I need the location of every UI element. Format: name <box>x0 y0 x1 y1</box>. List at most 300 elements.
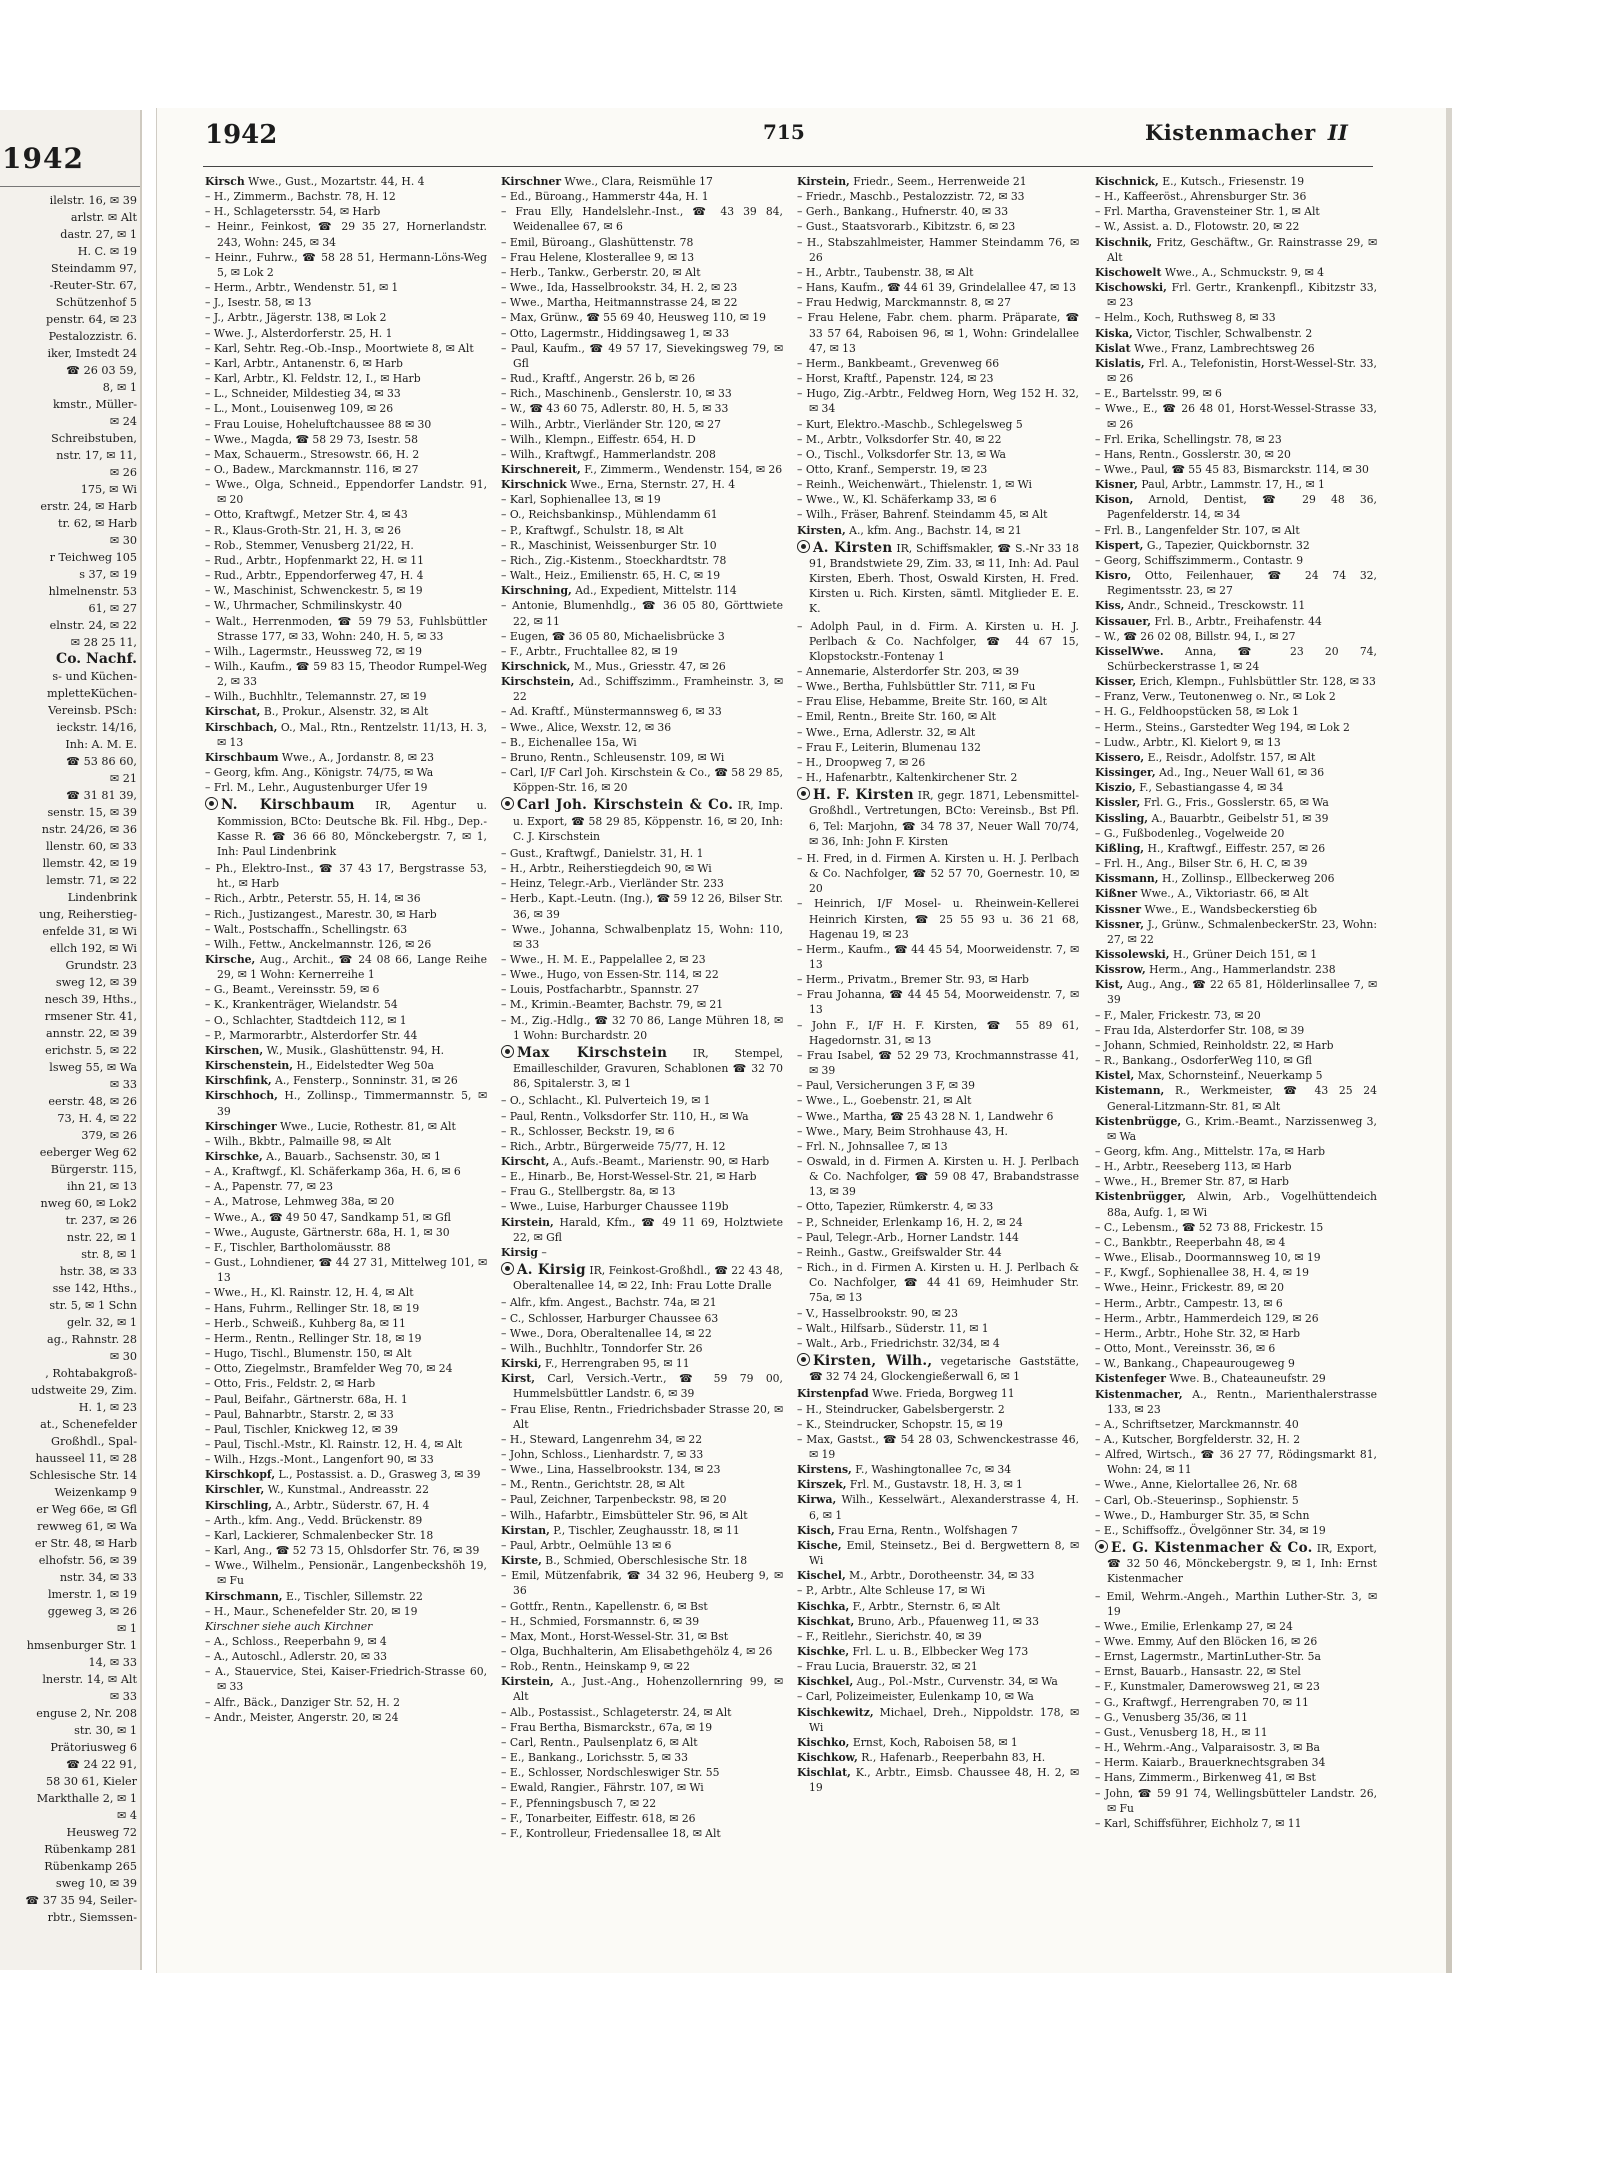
directory-entry <box>1095 1220 1377 1235</box>
directory-entry <box>205 1316 487 1331</box>
entry-details: – Wwe., Olga, Schneid., Eppendorfer Landstr. 91, ✉ 20 <box>205 478 487 507</box>
entry-details: – R., Klaus-Groth-Str. 21, H. 3, ✉ 26 <box>205 523 401 537</box>
left-page-line: udstweite 29, Zim. <box>31 1384 137 1397</box>
directory-entry <box>797 1432 1079 1462</box>
entry-details: – Wilh., Klempn., Eiffestr. 654, H. D <box>501 432 696 446</box>
directory-entry <box>1095 568 1377 598</box>
directory-advertisement <box>501 1045 783 1091</box>
directory-entry <box>797 492 1079 507</box>
entry-details: – Karl, Arbtr., Kl. Feldstr. 12, I., ✉ Harb <box>205 372 421 386</box>
directory-entry <box>205 447 487 462</box>
entry-details: Bruno, Arb., Pfauenweg 11, ✉ 33 <box>854 1614 1039 1628</box>
entry-details: – Paul, Bahnarbtr., Starstr. 2, ✉ 33 <box>205 1407 394 1421</box>
entry-surname: Kistenfeger <box>1095 1372 1166 1386</box>
directory-entry <box>501 295 783 310</box>
entry-details: Frl. A., Telefonistin, Horst-Wessel-Str. 33, ✉ 26 <box>1107 356 1377 386</box>
entry-details: – Wwe., Ida, Hasselbrookstr. 34, H. 2, ✉ 23 <box>501 281 738 295</box>
entry-details: – Hans, Kaufm., ☎ 44 61 39, Grindelallee 47, ✉ 13 <box>797 281 1077 295</box>
entry-surname: H. F. Kirsten <box>813 787 914 804</box>
left-page-line: Heusweg 72 <box>66 1826 137 1839</box>
left-page-line: elhofstr. 56, ✉ 39 <box>38 1554 137 1567</box>
entry-details: – F., Arbtr., Fruchtallee 82, ✉ 19 <box>501 644 678 658</box>
directory-entry <box>501 1523 783 1538</box>
directory-entry <box>501 1477 783 1492</box>
directory-entry <box>797 709 1079 724</box>
page-edge <box>1446 108 1452 1973</box>
directory-entry <box>501 204 783 234</box>
left-page-line: 175, ✉ Wi <box>80 483 137 496</box>
entry-surname: Kirstein, <box>501 1675 554 1689</box>
directory-entry <box>205 704 487 719</box>
entry-details: – Rud., Kraftf., Angerstr. 26 b, ✉ 26 <box>501 372 696 386</box>
left-page-line: gelr. 32, ✉ 1 <box>67 1316 137 1329</box>
entry-details: – Emil, Wehrm.-Angeh., Marthin Luther-Str. 3, ✉ 19 <box>1095 1589 1377 1618</box>
directory-entry <box>501 982 783 997</box>
entry-details: Wwe., Erna, Sternstr. 27, H. 4 <box>566 478 736 492</box>
entry-details: – R., Schlosser, Beckstr. 19, ✉ 6 <box>501 1124 675 1138</box>
directory-entry <box>797 523 1079 538</box>
directory-entry <box>1095 523 1377 538</box>
entry-surname: Carl Joh. Kirschstein & Co. <box>517 797 734 814</box>
entry-details: – Wwe., Johanna, Schwalbenplatz 15, Wohn: 110, ✉ 33 <box>501 922 783 951</box>
left-page-line: -Reuter-Str. 67, <box>49 279 137 292</box>
entry-details: – Paul, Tischl.-Mstr., Kl. Rainstr. 12, H. 4, ✉ Alt <box>205 1437 463 1451</box>
entry-details: – K., Steindrucker, Schopstr. 15, ✉ 19 <box>797 1417 1003 1431</box>
entry-details: – Alfr., Bäck., Danziger Str. 52, H. 2 <box>205 1695 401 1709</box>
directory-entry <box>501 876 783 891</box>
directory-entry <box>797 679 1079 694</box>
entry-surname: Kistenmacher, <box>1095 1387 1183 1401</box>
entry-details: – John, ☎ 59 91 74, Wellingsbütteler Landstr. 26, ✉ Fu <box>1095 1786 1377 1815</box>
directory-entry <box>1095 1695 1377 1710</box>
directory-entry <box>1095 235 1377 265</box>
entry-surname: Kischlat, <box>797 1766 851 1780</box>
left-page-line: senstr. 15, ✉ 39 <box>47 806 137 819</box>
left-page-line: H. C. ✉ 19 <box>77 245 137 258</box>
directory-entry <box>205 1664 487 1694</box>
directory-entry <box>1095 765 1377 780</box>
directory-entry <box>205 1695 487 1710</box>
entry-details: – Frl. H., Ang., Bilser Str. 6, H. C, ✉ 39 <box>1095 857 1308 871</box>
directory-entry <box>501 704 783 719</box>
entry-details: – Gust., Staatsvorarb., Kibitzstr. 6, ✉ 23 <box>797 220 1016 234</box>
directory-entry <box>501 1371 783 1401</box>
entry-surname: Kisch, <box>797 1523 835 1537</box>
directory-entry <box>797 371 1079 386</box>
directory-entry <box>501 280 783 295</box>
entry-details: – G., Venusberg 35/36, ✉ 11 <box>1095 1710 1249 1724</box>
left-page-line: 61, ✉ 27 <box>88 602 137 615</box>
entry-details: H., Zollinsp., Timmermannstr. 5, ✉ 39 <box>217 1089 487 1118</box>
entry-details: F., Zimmerm., Wendenstr. 154, ✉ 26 <box>580 462 783 476</box>
entry-surname: Kirstein, <box>501 1215 554 1229</box>
entry-details: Victor, Tischler, Schwalbenstr. 2 <box>1132 326 1313 340</box>
directory-entry <box>205 1422 487 1437</box>
entry-details: – Wilh., Lagermstr., Heussweg 72, ✉ 19 <box>205 644 422 658</box>
entry-details: – W., Uhrmacher, Schmilinskystr. 40 <box>205 599 403 613</box>
left-page-line: s- und Küchen- <box>52 670 137 683</box>
entry-details: – R., Bankang., OsdorferWeg 110, ✉ Gfl <box>1095 1054 1312 1068</box>
entry-surname: Kirsten, <box>797 523 846 537</box>
entry-details: – Wwe., L., Goebenstr. 21, ✉ Alt <box>797 1094 972 1108</box>
entry-details: Frl. G., Fris., Gosslerstr. 65, ✉ Wa <box>1140 796 1329 810</box>
entry-details: Ad., Ing., Neuer Wall 61, ✉ 36 <box>1155 766 1325 780</box>
entry-details: Wilh., Kesselwärt., Alexanderstrasse 4, H. 6, ✉ 1 <box>809 1493 1079 1522</box>
directory-entry <box>501 1629 783 1644</box>
left-page-fragment <box>0 110 142 1970</box>
entry-details: Michael, Dreh., Nippoldstr. 178, ✉ Wi <box>809 1705 1079 1734</box>
entry-details: – Rich., Zig.-Kistenm., Stoeckhardtstr. 78 <box>501 553 727 567</box>
entry-details: – R., Maschinist, Weissenburger Str. 10 <box>501 538 717 552</box>
entry-details: – E., Bartelsstr. 99, ✉ 6 <box>1095 387 1222 401</box>
left-page-line: ☎ 31 81 39, <box>66 789 137 802</box>
left-page-line: nstr. 22, ✉ 1 <box>66 1231 137 1244</box>
directory-entry <box>797 1018 1079 1048</box>
entry-details: – Rich., Arbtr., Peterstr. 55, H. 14, ✉ 36 <box>205 892 421 906</box>
directory-entry <box>1095 538 1377 553</box>
directory-entry <box>797 1629 1079 1644</box>
directory-entry <box>1095 871 1377 886</box>
directory-entry <box>501 492 783 507</box>
directory-entry <box>1095 1740 1377 1755</box>
left-page-line: arlstr. ✉ Alt <box>70 211 137 224</box>
directory-entry <box>797 1523 1079 1538</box>
entry-details: – Rich., Arbtr., Bürgerweide 75/77, H. 12 <box>501 1139 726 1153</box>
directory-entry <box>501 1402 783 1432</box>
entry-details: – Wwe., Elisab., Doormannsweg 10, ✉ 19 <box>1095 1251 1321 1265</box>
entry-details: – Wilh., Arbtr., Vierländer Str. 120, ✉ 27 <box>501 417 721 431</box>
directory-entry <box>205 982 487 997</box>
entry-details: IR, Feinkost-Großhdl., ☎ 22 43 48, Oberaltenallee 14, ✉ 22, Inh: Frau Lotte Dralle <box>513 1264 784 1293</box>
directory-entry <box>1095 947 1377 962</box>
directory-entry <box>797 310 1079 355</box>
directory-entry <box>1095 1493 1377 1508</box>
directory-entry <box>205 1513 487 1528</box>
directory-entry <box>797 462 1079 477</box>
left-page-line: annstr. 22, ✉ 39 <box>45 1027 137 1040</box>
directory-entry <box>1095 1174 1377 1189</box>
entry-surname: Kirschen, <box>205 1043 264 1057</box>
left-page-line: eeberger Weg 62 <box>39 1146 137 1159</box>
entry-details: – Gottfr., Rentn., Kapellenstr. 6, ✉ Bst <box>501 1599 708 1613</box>
entry-details: – Frau G., Stellbergstr. 8a, ✉ 13 <box>501 1185 676 1199</box>
entry-surname: Kischke, <box>797 1645 850 1658</box>
entry-surname: Kissler, <box>1095 796 1141 810</box>
directory-entry <box>1095 1417 1377 1432</box>
directory-entry <box>205 1604 487 1619</box>
directory-entry <box>1095 1008 1377 1023</box>
entry-surname: Kiska, <box>1095 326 1133 340</box>
entry-details: – Wwe., Anne, Kielortallee 26, Nr. 68 <box>1095 1478 1298 1492</box>
entry-surname: KisselWwe. <box>1095 644 1164 658</box>
directory-entry <box>205 1498 487 1513</box>
entry-details: – Frau Hedwig, Marckmannstr. 8, ✉ 27 <box>797 296 1011 310</box>
directory-entry <box>797 1735 1079 1750</box>
entry-surname: Kischkel, <box>797 1675 854 1689</box>
entry-details: – Frl. Erika, Schellingstr. 78, ✉ 23 <box>1095 432 1282 446</box>
firm-crest-icon <box>501 1262 514 1275</box>
entry-details: G., Tapezier, Quickbornstr. 32 <box>1143 538 1310 552</box>
entry-details: P., Tischler, Zeughausstr. 18, ✉ 11 <box>549 1523 740 1537</box>
entry-details: – Hans, Zimmerm., Birkenweg 41, ✉ Bst <box>1095 1771 1316 1785</box>
entry-details: – Rud., Arbtr., Hopfenmarkt 22, H. ✉ 11 <box>205 553 425 567</box>
directory-entry <box>205 780 487 795</box>
entry-details: – G., Kraftwgf., Herrengraben 70, ✉ 11 <box>1095 1695 1309 1709</box>
column-4 <box>1095 174 1377 1830</box>
entry-surname: Kirschat, <box>205 705 261 719</box>
left-page-line: tr. 62, ✉ Harb <box>58 517 137 530</box>
directory-entry <box>501 1326 783 1341</box>
directory-entry <box>797 174 1079 189</box>
directory-entry <box>797 1462 1079 1477</box>
directory-entry <box>501 1674 783 1704</box>
directory-entry <box>501 1245 783 1260</box>
directory-entry <box>1095 1664 1377 1679</box>
directory-entry <box>205 417 487 432</box>
directory-entry <box>205 507 487 522</box>
entry-surname: Kison, <box>1095 493 1134 507</box>
entry-details: – Walt., Heiz., Emilienstr. 65, H. C, ✉ 19 <box>501 569 721 583</box>
directory-entry <box>205 1225 487 1240</box>
directory-entry <box>501 386 783 401</box>
directory-entry <box>797 1705 1079 1735</box>
directory-advertisement <box>797 540 1079 617</box>
directory-entry <box>797 1538 1079 1568</box>
entry-details: – Gust., Venusberg 18, H., ✉ 11 <box>1095 1725 1268 1739</box>
entry-details: – John, Schloss., Lienhardstr. 7, ✉ 33 <box>501 1447 704 1461</box>
directory-entry <box>501 1614 783 1629</box>
directory-entry <box>205 1194 487 1209</box>
left-page-line: rbtr., Siemssen- <box>47 1911 137 1924</box>
left-page-line: lsweg 55, ✉ Wa <box>49 1061 137 1074</box>
left-page-line: str. 5, ✉ 1 Schn <box>49 1299 137 1312</box>
directory-entry <box>797 1199 1079 1214</box>
entry-details: – Otto, Kranf., Semperstr. 19, ✉ 23 <box>797 462 988 476</box>
left-page-line: ung, Reiherstieg- <box>39 908 137 921</box>
left-page-line: Grundstr. 23 <box>65 959 137 972</box>
directory-entry <box>1095 886 1377 901</box>
entry-surname: Kiszio, <box>1095 781 1136 795</box>
directory-entry <box>797 1750 1079 1765</box>
entry-details: – W., Bankang., Chapeaurougeweg 9 <box>1095 1357 1295 1371</box>
entry-details: – Herm. Kaiarb., Brauerknechtsgraben 34 <box>1095 1756 1326 1770</box>
entry-details: – Wwe., Alice, Wexstr. 12, ✉ 36 <box>501 720 672 734</box>
entry-details: – Johann, Schmied, Reinholdstr. 22, ✉ Harb <box>1095 1038 1334 1052</box>
entry-details: – Carl, I/F Carl Joh. Kirschstein & Co., ☎ 58 29 85, Köppen-Str. 16, ✉ 20 <box>501 766 783 795</box>
entry-details: – Paul, Tischler, Knickweg 12, ✉ 39 <box>205 1422 399 1436</box>
directory-entry <box>501 629 783 644</box>
entry-details: – Bruno, Rentn., Schleusenstr. 109, ✉ Wi <box>501 750 725 764</box>
entry-details: – Herm., Arbtr., Wendenstr. 51, ✉ 1 <box>205 281 399 295</box>
entry-surname: Kirschke, <box>205 1150 263 1163</box>
directory-entry <box>797 987 1079 1017</box>
directory-advertisement <box>205 797 487 859</box>
directory-entry <box>1095 1068 1377 1083</box>
directory-entry <box>501 1826 783 1841</box>
directory-entry <box>205 523 487 538</box>
entry-surname: Kirst, <box>501 1372 535 1386</box>
directory-entry <box>501 1356 783 1371</box>
directory-entry <box>1095 1589 1377 1619</box>
directory-entry <box>797 851 1079 896</box>
left-page-line: Schützenhof 5 <box>55 296 137 309</box>
entry-details: Ernst, Koch, Raboisen 58, ✉ 1 <box>849 1735 1018 1749</box>
directory-entry <box>1095 629 1377 644</box>
entry-details: – Kurt, Elektro.-Maschb., Schlegelsweg 5 <box>797 417 1023 431</box>
left-page-line: eerstr. 48, ✉ 26 <box>48 1095 137 1108</box>
left-page-year: 1942 <box>2 142 84 175</box>
entry-details: Erich, Klempn., Fuhlsbüttler Str. 128, ✉ 33 <box>1136 675 1376 689</box>
directory-entry <box>501 1811 783 1826</box>
directory-entry <box>205 356 487 371</box>
entry-surname: Kirwa, <box>797 1493 837 1507</box>
entry-details: – <box>537 1245 547 1259</box>
page-number: 715 <box>763 120 805 144</box>
entry-details: IR, Stempel, Emailleschilder, Gravuren, Schablonen ☎ 32 70 86, Spitalerstr. 3, ✉ 1 <box>513 1046 783 1091</box>
entry-details: – Ad. Kraftf., Münstermannsweg 6, ✉ 33 <box>501 705 722 719</box>
directory-entry <box>205 598 487 613</box>
entry-details: – A., Schloss., Reeperbahn 9, ✉ 4 <box>205 1635 387 1648</box>
left-page-line: ieckstr. 14/16, <box>56 721 137 734</box>
entry-details: Wwe., A., Jordanstr. 8, ✉ 23 <box>278 750 435 764</box>
entry-surname: Kischkat, <box>797 1614 855 1628</box>
entry-details: J., Grünw., SchmalenbeckerStr. 23, Wohn: 27, ✉ 22 <box>1107 917 1377 946</box>
directory-entry <box>501 1659 783 1674</box>
entry-details: – F., Tischler, Bartholomäusstr. 88 <box>205 1240 391 1254</box>
directory-entry <box>205 1301 487 1316</box>
entry-surname: Kissner <box>1095 902 1142 916</box>
directory-entry <box>1095 750 1377 765</box>
directory-entry <box>205 1073 487 1088</box>
left-page-line: llemstr. 42, ✉ 19 <box>42 857 137 870</box>
directory-entry <box>1095 1250 1377 1265</box>
directory-entry <box>501 922 783 952</box>
directory-entry <box>797 432 1079 447</box>
directory-entry <box>501 250 783 265</box>
directory-entry <box>205 371 487 386</box>
directory-entry <box>1095 462 1377 477</box>
left-page-line: ✉ 21 <box>109 772 137 785</box>
entry-details: – Horst, Kraftf., Papenstr. 124, ✉ 23 <box>797 372 994 386</box>
directory-entry <box>1095 962 1377 977</box>
entry-details: – G., Fußbodenleg., Vogelweide 20 <box>1095 826 1285 840</box>
directory-entry <box>205 1407 487 1422</box>
left-page-line: erichstr. 5, ✉ 22 <box>45 1044 137 1057</box>
directory-entry <box>205 1043 487 1058</box>
entry-surname: Kirschnereit, <box>501 462 581 476</box>
directory-entry <box>797 942 1079 972</box>
entry-details: – O., Badew., Marckmannstr. 116, ✉ 27 <box>205 462 419 476</box>
entry-surname: Kisser, <box>1095 675 1137 689</box>
entry-details: – Karl, Lackierer, Schmalenbecker Str. 18 <box>205 1528 434 1542</box>
left-page-line: sweg 12, ✉ 39 <box>55 976 137 989</box>
directory-entry <box>1095 614 1377 629</box>
entry-details: E., Reisdr., Adolfstr. 157, ✉ Alt <box>1144 750 1316 764</box>
page-year: 1942 <box>205 120 278 150</box>
directory-entry <box>1095 1725 1377 1740</box>
left-page-line: llenstr. 60, ✉ 33 <box>46 840 137 853</box>
directory-entry <box>1095 1235 1377 1250</box>
entry-details: Carl, Versich.-Vertr., ☎ 59 79 00, Hummelsbüttler Landstr. 6, ✉ 39 <box>513 1372 783 1401</box>
directory-entry <box>501 1013 783 1043</box>
entry-details: Andr., Schneid., Tresckowstr. 11 <box>1124 599 1306 613</box>
directory-advertisement <box>1095 1540 1377 1586</box>
directory-entry <box>205 1392 487 1407</box>
directory-entry <box>797 356 1079 371</box>
entry-details: – Wwe., Mary, Beim Strohhause 43, H. <box>797 1124 1008 1138</box>
entry-surname: Kissrow, <box>1095 963 1146 977</box>
directory-entry <box>1095 1619 1377 1634</box>
directory-entry <box>1095 477 1377 492</box>
entry-details: IR, gegr. 1871, Lebensmittel-Großhdl., Vertretungen, BCto: Vereinsb., Bst Pfl. 6, Tel: Marjohn, ☎ 34 78 37, Neuer Wall 70/74, ✉ 36, Inh: John F. Kirsten <box>809 789 1079 848</box>
column-1 <box>205 174 487 1764</box>
entry-details: – E., Schiffsoffz., Övelgönner Str. 34, ✉ 19 <box>1095 1523 1326 1537</box>
entry-surname: Kirschenstein, <box>205 1059 294 1073</box>
entry-details: Wwe., A., Viktoriastr. 66, ✉ Alt <box>1137 887 1309 901</box>
entry-details: Alwin, Arb., Vogelhüttendeich 88a, Aufg. 1, ✉ Wi <box>1107 1190 1377 1219</box>
directory-entry <box>797 755 1079 770</box>
entry-surname: Kissero, <box>1095 750 1145 764</box>
entry-details: F., Herrengraben 95, ✉ 11 <box>541 1357 690 1371</box>
left-page-line: at., Schenefelder <box>40 1418 137 1431</box>
left-page-line: dastr. 27, ✉ 1 <box>60 228 137 241</box>
directory-entry <box>501 750 783 765</box>
directory-entry <box>501 1508 783 1523</box>
entry-details: H., Grüner Deich 151, ✉ 1 <box>1169 947 1318 961</box>
entry-details: – Wilh., Buchhltr., Tonndorfer Str. 26 <box>501 1341 703 1355</box>
running-title-name: Kistenmacher <box>1145 120 1316 145</box>
directory-entry <box>797 896 1079 941</box>
entry-details: Wwe., Gust., Mozartstr. 44, H. 4 <box>244 175 425 188</box>
directory-entry <box>797 1078 1079 1093</box>
entry-details: – Carl, Rentn., Paulsenplatz 6, ✉ Alt <box>501 1735 698 1749</box>
directory-entry <box>205 614 487 644</box>
directory-entry <box>501 1341 783 1356</box>
directory-entry <box>205 280 487 295</box>
directory-entry <box>797 1614 1079 1629</box>
left-page-line: sweg 10, ✉ 39 <box>55 1877 137 1890</box>
directory-entry <box>1095 1710 1377 1725</box>
directory-entry <box>205 341 487 356</box>
entry-details: Frl. M., Gustavstr. 18, H. 3, ✉ 1 <box>846 1478 1023 1492</box>
entry-details: – Wwe., Bertha, Fuhlsbüttler Str. 711, ✉ Fu <box>797 680 1036 694</box>
left-page-line: str. 30, ✉ 1 <box>74 1724 137 1737</box>
entry-details: – Frau Elly, Handelslehr.-Inst., ☎ 43 39 84, Weidenallee 67, ✉ 6 <box>501 205 783 234</box>
left-page-line: Bürgerstr. 115, <box>50 1163 137 1176</box>
entry-details: – E., Hinarb., Be, Horst-Wessel-Str. 21, ✉ Harb <box>501 1170 757 1184</box>
directory-entry <box>1095 1371 1377 1386</box>
directory-entry <box>1095 1311 1377 1326</box>
entry-details: – Alb., Postassist., Schlageterstr. 24, ✉ Alt <box>501 1705 732 1719</box>
left-page-line: Inh: A. M. E. <box>65 738 137 751</box>
directory-entry <box>501 1735 783 1750</box>
entry-details: Arnold, Dentist, ☎ 29 48 36, Pagenfelderstr. 14, ✉ 34 <box>1107 493 1377 522</box>
entry-details: – Walt., Herrenmoden, ☎ 59 79 53, Fuhlsbüttler Strasse 177, ✉ 33, Wohn: 240, H. 5, ✉ 33 <box>205 614 487 643</box>
entry-details: R., Hafenarb., Reeperbahn 83, H. <box>857 1751 1046 1765</box>
left-page-line: Schreibstuben, <box>51 432 137 445</box>
entry-details: – Karl, Schiffsführer, Eichholz 7, ✉ 11 <box>1095 1816 1302 1830</box>
entry-surname: Kistenbrügge, <box>1095 1114 1182 1128</box>
entry-details: – J., Isestr. 58, ✉ 13 <box>205 296 312 310</box>
entry-details: – Wwe., D., Hamburger Str. 35, ✉ Schn <box>1095 1508 1310 1522</box>
entry-details: – Walt., Arb., Friedrichstr. 32/34, ✉ 4 <box>797 1336 1000 1350</box>
entry-details: – Herm., Arbtr., Hohe Str. 32, ✉ Harb <box>1095 1326 1301 1340</box>
entry-details: – F., Tonarbeiter, Eiffestr. 618, ✉ 26 <box>501 1811 696 1825</box>
entry-details: R., Werkmeister, ☎ 43 25 24 General-Litzmann-Str. 81, ✉ Alt <box>1107 1084 1377 1113</box>
entry-details: – Paul, Rentn., Volksdorfer Str. 110, H., ✉ Wa <box>501 1109 749 1123</box>
directory-entry <box>797 204 1079 219</box>
left-page-line: s 37, ✉ 19 <box>79 568 137 581</box>
